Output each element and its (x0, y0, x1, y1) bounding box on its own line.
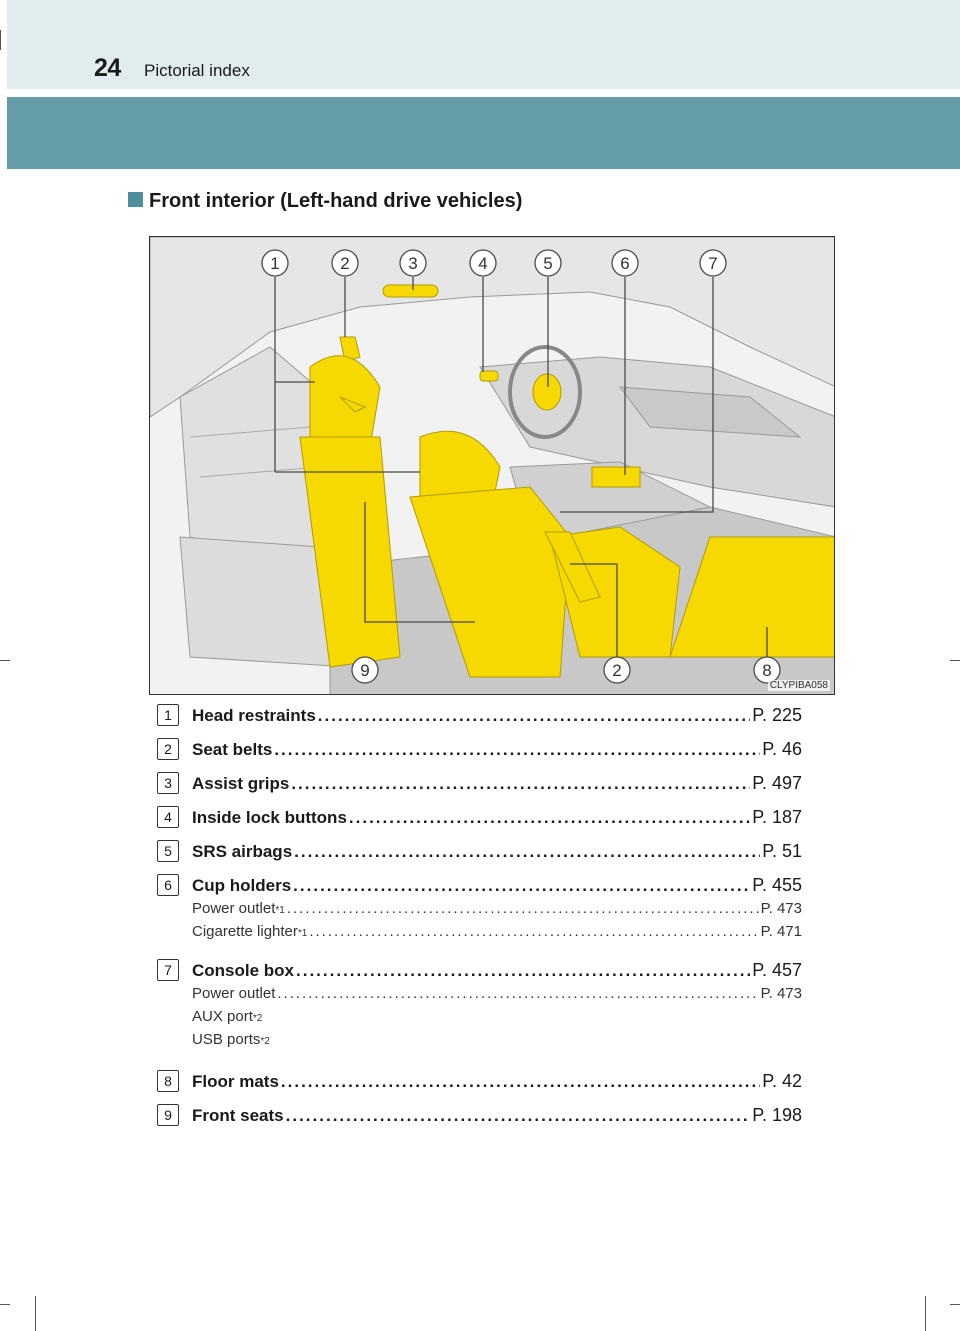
teal-banner (7, 97, 960, 169)
item-page-ref[interactable]: P. 497 (752, 773, 802, 793)
item-number-box: 4 (157, 806, 179, 828)
sub-item-label: Power outlet (192, 985, 276, 1002)
callout-7: 7 (708, 254, 718, 273)
item-number-box: 1 (157, 704, 179, 726)
list-item: 7 Console box ..... P. 457 Power outlet ..... P. 473 AUX port *2 USB ports *2 (157, 958, 802, 1069)
callout-9: 9 (360, 661, 370, 680)
page-header-title: Pictorial index (144, 61, 250, 80)
item-label: Floor mats (192, 1072, 279, 1091)
item-page-ref[interactable]: P. 455 (752, 875, 802, 895)
section-square-icon (128, 192, 143, 207)
interior-drawing (150, 237, 835, 695)
item-number-box: 7 (157, 959, 179, 981)
item-label: Cup holders (192, 876, 292, 895)
section-heading (128, 190, 522, 213)
item-label: Seat belts (192, 740, 273, 759)
callout-1: 1 (270, 254, 280, 273)
item-label: Console box (192, 961, 295, 980)
item-list (157, 703, 802, 1137)
section-heading-text: Front interior (Left-hand drive vehicles) (149, 190, 523, 212)
item-label: Inside lock buttons (192, 808, 347, 827)
crop-mark (35, 1296, 36, 1331)
crop-mark (950, 660, 960, 661)
page-number: 24 (94, 54, 121, 82)
list-item: 6 Cup holders ..... P. 455 Power outlet *1 ..... P. 473 Cigarette lighter *1 ..... P. 471 (157, 873, 802, 958)
crop-mark (925, 1296, 926, 1331)
callout-5: 5 (543, 254, 553, 273)
item-number-box: 2 (157, 738, 179, 760)
item-page-ref[interactable]: P. 457 (752, 960, 802, 980)
sub-item-page-ref[interactable]: P. 471 (760, 923, 802, 940)
sub-item-page-ref[interactable]: P. 473 (760, 985, 802, 1002)
item-page-ref[interactable]: P. 225 (752, 705, 802, 725)
item-label: Assist grips (192, 774, 290, 793)
item-label: Head restraints (192, 706, 316, 725)
sub-item-page-ref[interactable]: P. 473 (760, 900, 802, 917)
interior-illustration (149, 236, 835, 695)
item-number-box: 3 (157, 772, 179, 794)
item-label: Front seats (192, 1106, 284, 1125)
item-page-ref[interactable]: P. 51 (762, 841, 802, 861)
item-page-ref[interactable]: P. 198 (752, 1105, 802, 1125)
list-item (157, 771, 802, 805)
sub-item-label: Power outlet (192, 900, 276, 917)
list-item (157, 1069, 802, 1103)
list-item (157, 805, 802, 839)
sub-item-label: AUX port (192, 1008, 253, 1025)
crop-mark (950, 1304, 960, 1305)
callout-4: 4 (478, 254, 488, 273)
item-number-box: 5 (157, 840, 179, 862)
crop-mark (0, 660, 10, 661)
list-item (157, 737, 802, 771)
item-label: SRS airbags (192, 842, 293, 861)
figure-code: CLYPIBA058 (769, 680, 828, 691)
item-page-ref[interactable]: P. 187 (752, 807, 802, 827)
callout-2: 2 (340, 254, 350, 273)
item-page-ref[interactable]: P. 46 (762, 739, 802, 759)
callout-6: 6 (620, 254, 630, 273)
sub-item-label: USB ports (192, 1031, 261, 1048)
list-item (157, 703, 802, 737)
list-item (157, 1103, 802, 1137)
item-number-box: 8 (157, 1070, 179, 1092)
item-number-box: 6 (157, 874, 179, 896)
crop-mark (0, 1304, 10, 1305)
sub-item-label: Cigarette lighter (192, 923, 298, 940)
callout-3: 3 (408, 254, 418, 273)
item-number-box: 9 (157, 1104, 179, 1126)
item-page-ref[interactable]: P. 42 (762, 1071, 802, 1091)
crop-mark (0, 30, 1, 50)
list-item (157, 839, 802, 873)
callout-8: 8 (762, 661, 772, 680)
callout-2-bottom: 2 (612, 661, 622, 680)
